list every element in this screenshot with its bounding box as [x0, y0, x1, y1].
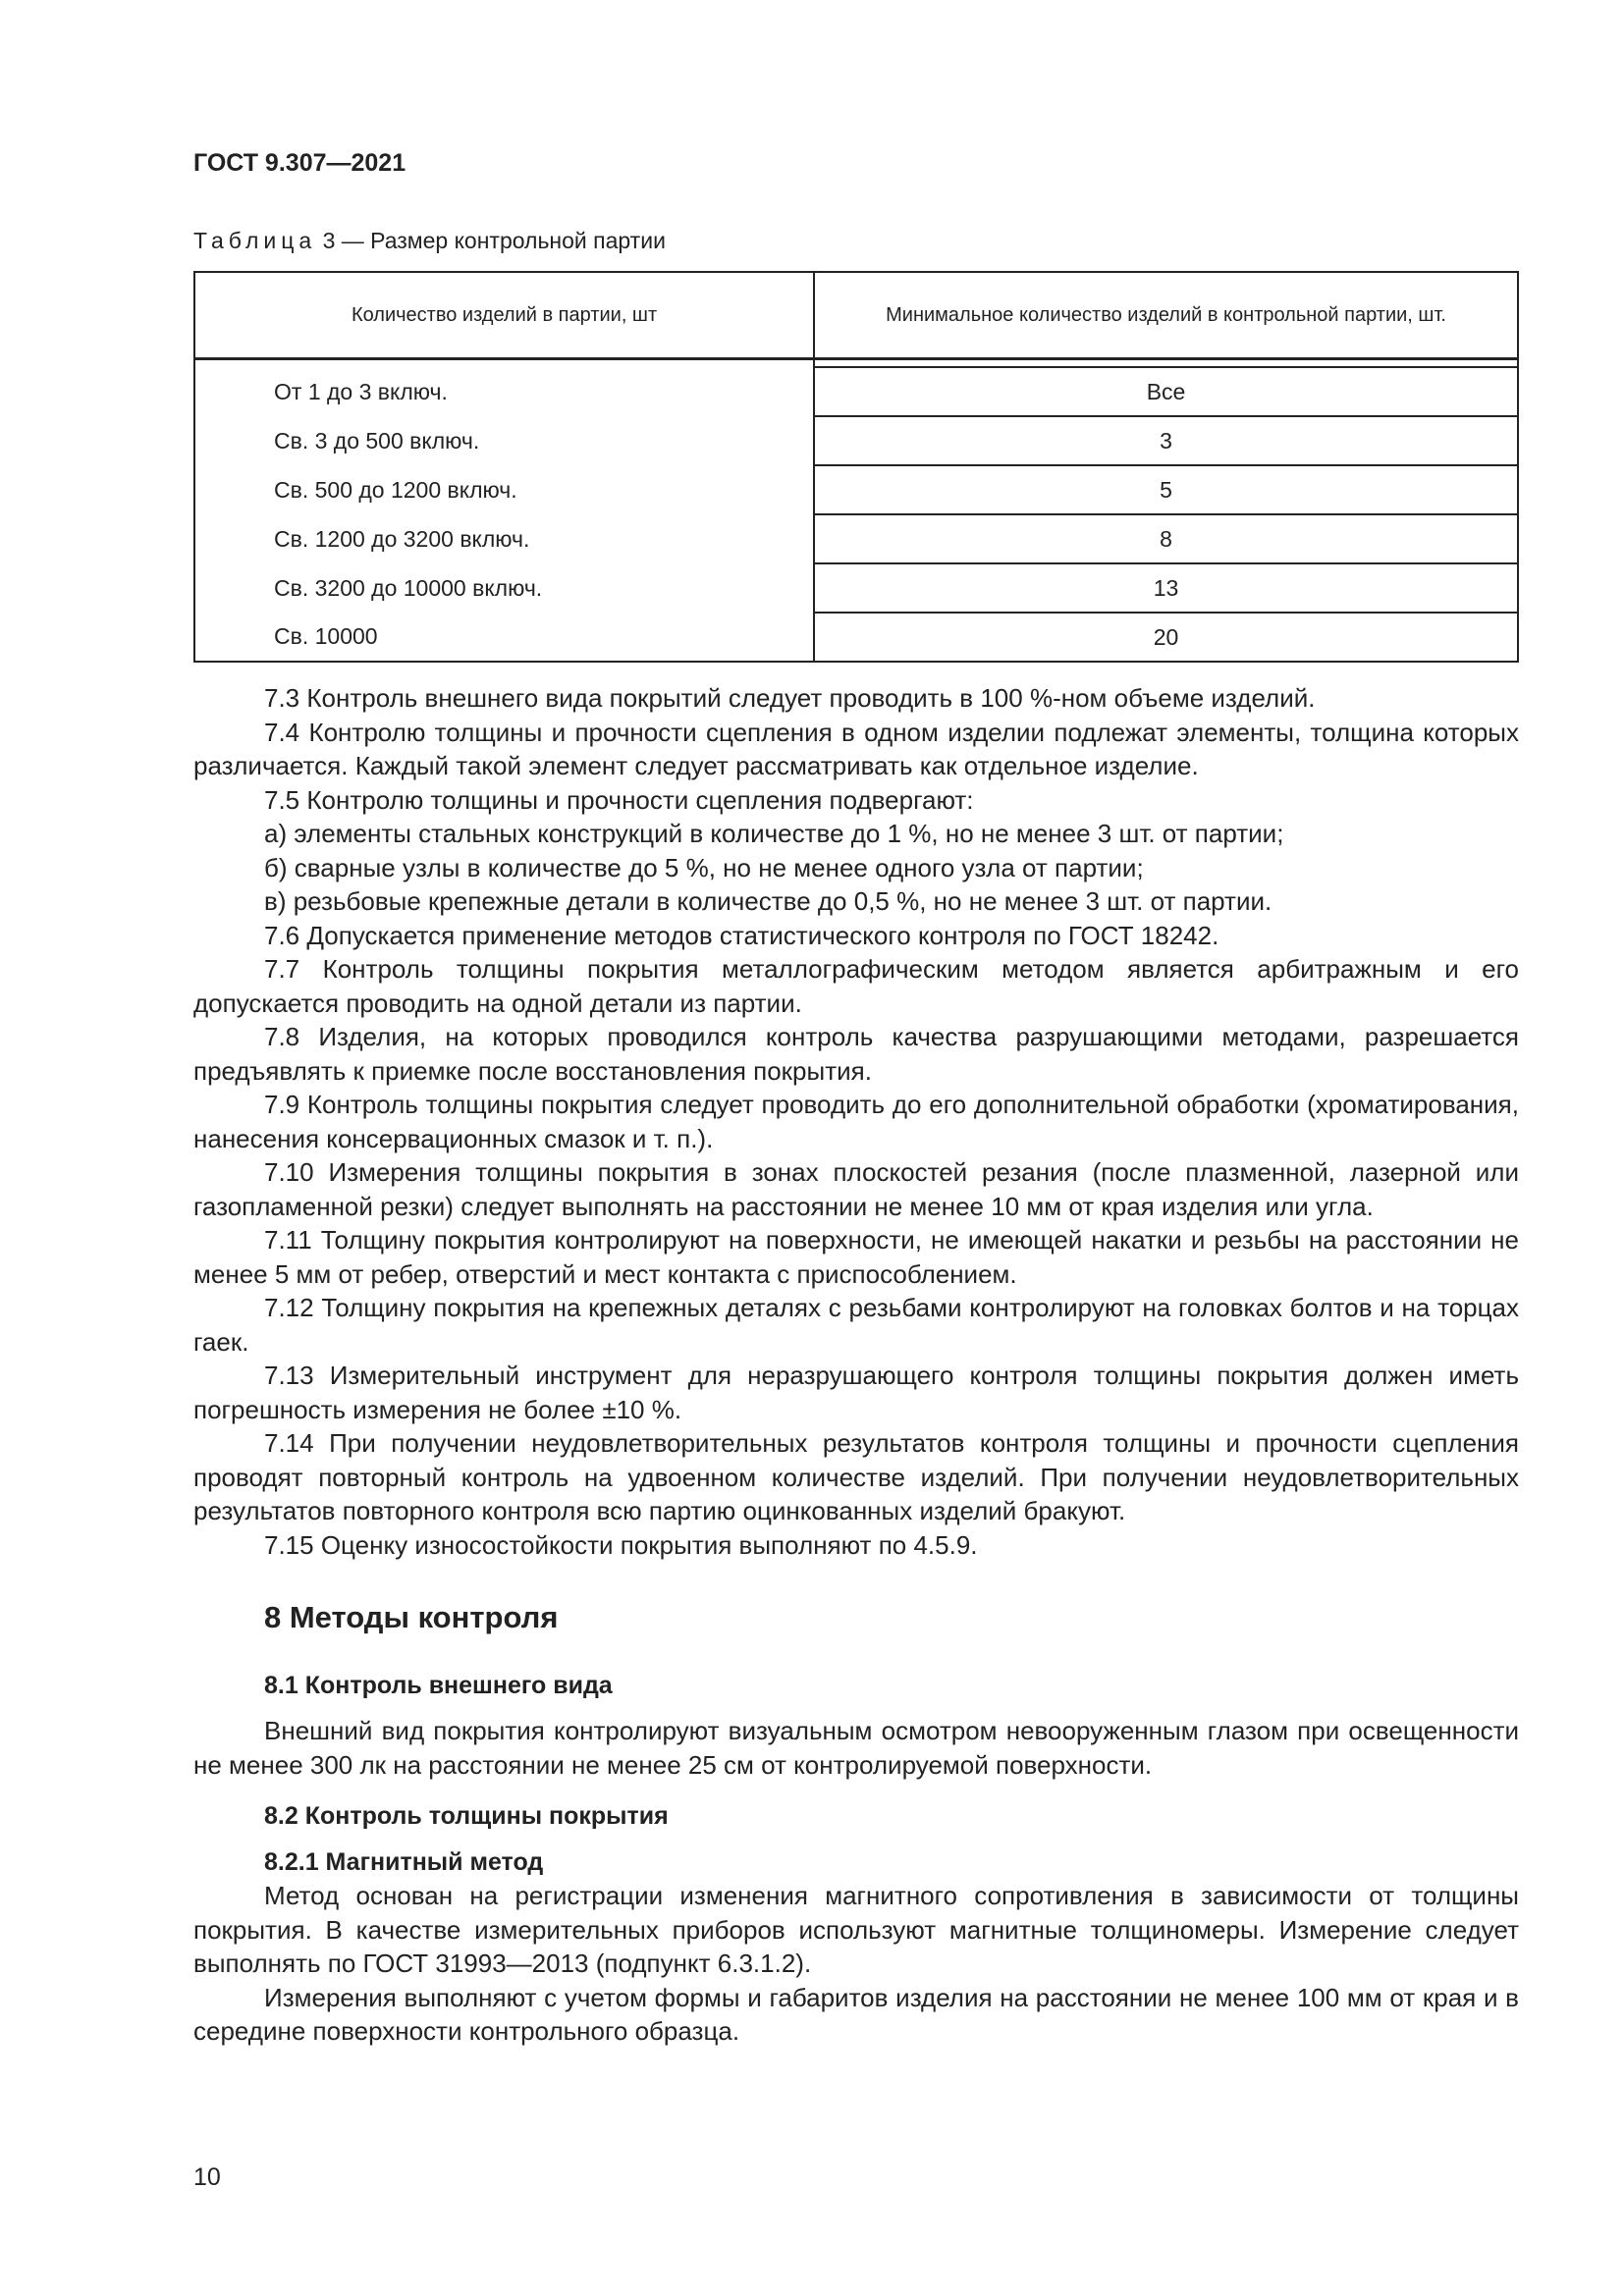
page-number: 10: [193, 2163, 221, 2191]
table-row: [194, 514, 1518, 563]
paragraph-7-6: 7.6 Допускается применение методов статистического контроля по ГОСТ 18242.: [264, 920, 1219, 950]
document-body: [193, 681, 1519, 2049]
table-cell-value: 13: [814, 563, 1518, 613]
table-cell-range: Св. 1200 до 3200 включ.: [194, 514, 814, 563]
table-caption: [193, 228, 666, 254]
table-cell-range: Св. 3200 до 10000 включ.: [194, 563, 814, 613]
paragraph-7-11: 7.11 Толщину покрытия контролируют на поверхности, не имеющей накатки и резьбы на расстоянии не менее 5 мм от ребер, отверстий и мест контакта с приспособлением.: [193, 1225, 1519, 1289]
paragraph-7-3: 7.3 Контроль внешнего вида покрытий следует проводить в 100 %-ном объеме изделий.: [264, 683, 1316, 713]
paragraph-7-15: 7.15 Оценку износостойкости покрытия выполняют по 4.5.9.: [264, 1529, 978, 1560]
batch-size-table: [193, 271, 1519, 663]
paragraph-7-13: 7.13 Измерительный инструмент для неразрушающего контроля толщины покрытия должен иметь погрешность измерения не более ±10 %.: [193, 1361, 1519, 1424]
table-cell-value: 20: [814, 613, 1518, 662]
table-cell-value: 3: [814, 416, 1518, 465]
paragraph-7-10: 7.10 Измерения толщины покрытия в зонах плоскостей резания (после плазменной, лазерной или газопламенной резки) следует выполнять на расстоянии не менее 10 мм от края изделия или угла.: [193, 1157, 1519, 1221]
list-item-7-5-c: в) резьбовые крепежные детали в количестве до 0,5 %, но не менее 3 шт. от партии.: [264, 886, 1272, 916]
col-header-batch-quantity: Количество изделий в партии, шт: [194, 272, 814, 359]
subsection-heading-8-2-1: 8.2.1 Магнитный метод: [264, 1847, 544, 1876]
paragraph-7-5: 7.5 Контролю толщины и прочности сцепления подвергают:: [264, 784, 974, 815]
list-item-7-5-a: а) элементы стальных конструкций в количестве до 1 %, но не менее 3 шт. от партии;: [264, 819, 1284, 848]
table-cell-range: Св. 3 до 500 включ.: [194, 416, 814, 465]
paragraph-8-2-1-a: Метод основан на регистрации изменения магнитного сопротивления в зависимости от толщины покрытия. В качестве измерительных приборов используют магнитные толщиномеры. Измерение следует выполнять по ГОСТ 31993—2013 (подпункт 6.3.1.2).: [193, 1881, 1519, 1978]
table-row: [194, 563, 1518, 613]
table-caption-title: 3 — Размер контрольной партии: [322, 228, 666, 253]
list-item-7-5-b: б) сварные узлы в количестве до 5 %, но не менее одного узла от партии;: [264, 852, 1144, 882]
subsection-heading-8-2: 8.2 Контроль толщины покрытия: [264, 1802, 669, 1830]
table-cell-value: Все: [814, 367, 1518, 416]
table-cell-range: От 1 до 3 включ.: [194, 367, 814, 416]
table-row: [194, 367, 1518, 416]
paragraph-7-9: 7.9 Контроль толщины покрытия следует проводить до его дополнительной обработки (хроматирования, нанесения консервационных смазок и т. п.).: [193, 1090, 1519, 1153]
table-row: [194, 613, 1518, 662]
paragraph-7-14: 7.14 При получении неудовлетворительных результатов контроля толщины и прочности сцепления проводят повторный контроль на удвоенном количестве изделий. При получении неудовлетворительных результатов повторного контроля всю партию оцинкованных изделий бракуют.: [193, 1428, 1519, 1525]
paragraph-7-4: 7.4 Контролю толщины и прочности сцепления в одном изделии подлежат элементы, толщина которых различается. Каждый такой элемент следует рассматривать как отдельное изделие.: [193, 717, 1519, 780]
paragraph-8-1: Внешний вид покрытия контролируют визуальным осмотром невооруженным глазом при освещенности не менее 300 лк на расстоянии не менее 25 см от контролируемой поверхности.: [193, 1716, 1519, 1780]
table-cell-value: 5: [814, 465, 1518, 514]
table-cell-range: Св. 10000: [194, 613, 814, 662]
paragraph-7-7: 7.7 Контроль толщины покрытия металлографическим методом является арбитражным и его допускается проводить на одной детали из партии.: [193, 954, 1519, 1018]
subsection-heading-8-1: 8.1 Контроль внешнего вида: [264, 1671, 613, 1699]
document-header: ГОСТ 9.307—2021: [193, 149, 406, 177]
paragraph-7-12: 7.12 Толщину покрытия на крепежных деталях с резьбами контролируют на головках болтов и на торцах гаек.: [193, 1293, 1519, 1357]
col-header-min-control-quantity: Минимальное количество изделий в контрольной партии, шт.: [814, 272, 1518, 359]
table-row: [194, 465, 1518, 514]
section-heading-8: 8 Методы контроля: [264, 1600, 559, 1634]
table-row: [194, 416, 1518, 465]
table-cell-range: Св. 500 до 1200 включ.: [194, 465, 814, 514]
paragraph-8-2-1-b: Измерения выполняют с учетом формы и габаритов изделия на расстоянии не менее 100 мм от края и в середине поверхности контрольного образца.: [193, 1982, 1519, 2046]
table-header-row: [194, 272, 1518, 359]
table-cell-value: 8: [814, 514, 1518, 563]
paragraph-7-8: 7.8 Изделия, на которых проводился контроль качества разрушающими методами, разрешается предъявлять к приемке после восстановления покрытия.: [193, 1022, 1519, 1086]
table-caption-prefix: Таблица: [193, 228, 317, 253]
